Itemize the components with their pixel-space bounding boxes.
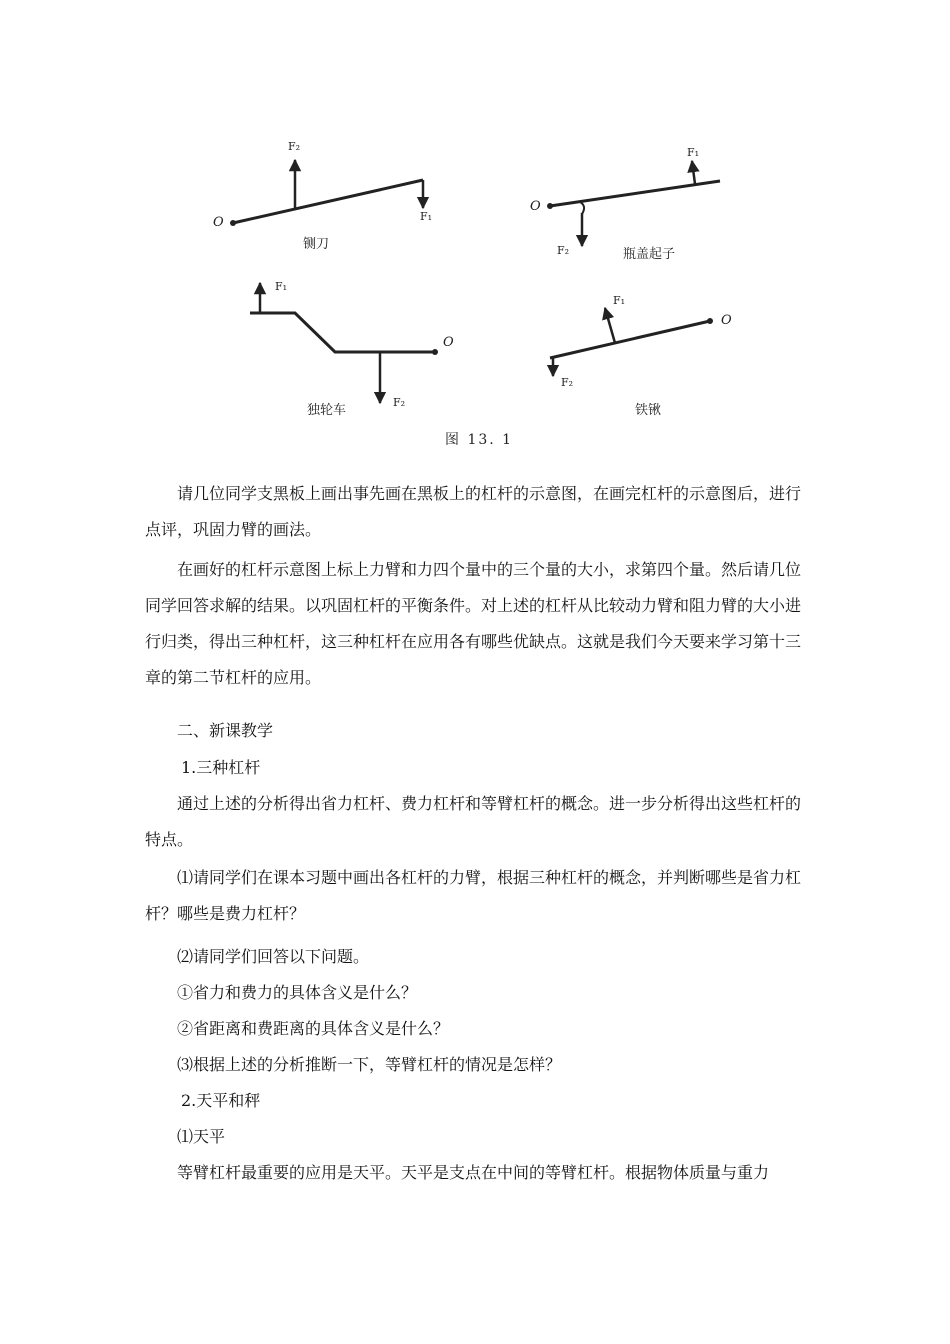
panel3-caption: 独轮车	[307, 403, 347, 418]
panel4-label-b: O	[721, 313, 732, 328]
panel3-label-c: F₂	[393, 396, 406, 409]
subheading-balance-and-scale: 2.天平和秤	[181, 1091, 261, 1110]
panel-wheelbarrow	[250, 280, 454, 418]
panel3-label-b: O	[443, 335, 454, 350]
section-heading-new-lesson: 二、新课教学	[177, 721, 274, 740]
lever-diagrams	[195, 118, 755, 458]
question-2: ②省距离和费距离的具体含义是什么？	[177, 1019, 450, 1038]
paragraph-3: 通过上述的分析得出省力杠杆、费力杠杆和等臂杠杆的概念。进一步分析得出这些杠杆的特点。	[145, 794, 802, 849]
panel4-label-c: F₂	[561, 376, 574, 389]
panel2-label-a: F₁	[687, 146, 700, 159]
paragraph-4: ⑴请同学们在课本习题中画出各杠杆的力臂，根据三种杠杆的概念，并判断哪些是省力杠杆？哪些是费力杠杆？	[145, 868, 802, 923]
panel2-label-c: F₂	[557, 244, 570, 257]
paragraph-1: 请几位同学支黑板上画出事先画在黑板上的杠杆的示意图，在画完杠杆的示意图后，进行点评，巩固力臂的画法。	[145, 484, 802, 539]
lever-diagram-figure	[195, 118, 755, 458]
panel1-label-c: O	[213, 215, 224, 230]
panel-bottle-opener	[530, 146, 720, 262]
panel2-caption: 瓶盖起子	[623, 247, 676, 262]
paragraph-6: ⑶根据上述的分析推断一下，等臂杠杆的情况是怎样？	[177, 1055, 562, 1074]
figure-caption: 图 13. 1	[445, 432, 514, 448]
panel1-label-b: F₁	[420, 210, 433, 223]
panel1-caption: 铡刀	[303, 237, 330, 252]
paragraph-7: 等臂杠杆最重要的应用是天平。天平是支点在中间的等臂杠杆。根据物体质量与重力	[177, 1163, 770, 1182]
panel-fodder-cutter	[213, 140, 432, 252]
subheading-three-levers: 1.三种杠杆	[181, 758, 261, 777]
subheading-balance: ⑴天平	[177, 1127, 226, 1146]
panel4-label-a: F₁	[613, 294, 626, 307]
paragraph-2: 在画好的杠杆示意图上标上力臂和力四个量中的三个量的大小，求第四个量。然后请几位同学回答求解的结果。以巩固杠杆的平衡条件。对上述的杠杆从比较动力臂和阻力臂的大小进行归类，得出三种杠杆，这三种杠杆在应用各有哪些优缺点。这就是我们今天要来学习第十三章的第二节杠杆的应用。	[145, 560, 802, 687]
paragraph-5: ⑵请同学们回答以下问题。	[177, 947, 370, 966]
panel1-label-a: F₂	[288, 140, 301, 153]
question-1: ①省力和费力的具体含义是什么？	[177, 983, 418, 1002]
panel2-label-b: O	[530, 199, 541, 214]
panel3-label-a: F₁	[275, 280, 288, 293]
panel-shovel	[550, 294, 732, 418]
panel4-caption: 铁锹	[635, 403, 662, 418]
